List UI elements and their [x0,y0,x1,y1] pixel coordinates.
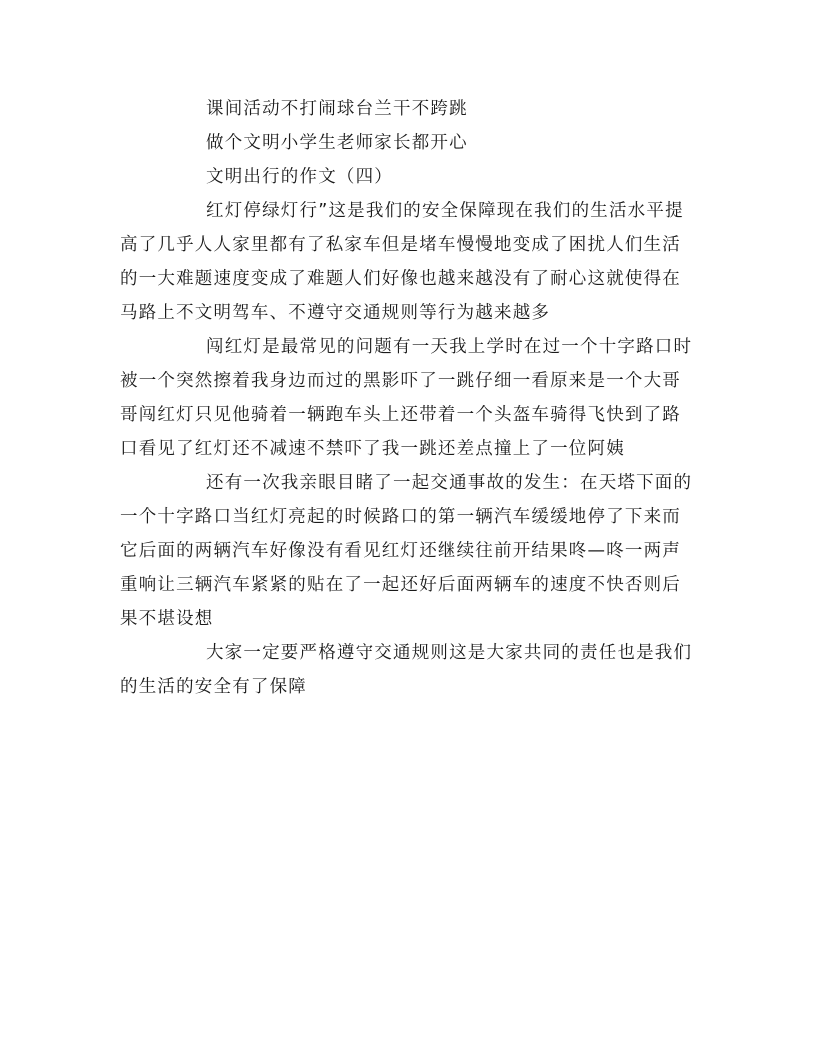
section-heading: 文明出行的作文（四） [206,167,393,187]
paragraph-2-line: 闯红灯是最常见的问题有一天我上学时在过一个十字路口时 [206,337,693,357]
paragraph-3-line: 还有一次我亲眼目睹了一起交通事故的发生：在天塔下面的 [206,473,693,493]
paragraph-3-line: 它后面的两辆汽车好像没有看见红灯还继续往前开结果咚—咚一两声 [120,541,681,561]
paragraph-4-line: 大家一定要严格遵守交通规则这是大家共同的责任也是我们 [206,643,693,663]
paragraph-1-line: 红灯停绿灯行”这是我们的安全保障现在我们的生活水平提 [206,201,684,221]
text-line: 做个文明小学生老师家长都开心 [206,133,468,153]
text-line: 课间活动不打闹球台兰干不跨跳 [206,99,468,119]
paragraph-2-line: 口看见了红灯还不减速不禁吓了我一跳还差点撞上了一位阿姨 [120,439,625,459]
body-text [120,92,700,704]
paragraph-3-line: 果不堪设想 [120,609,214,629]
paragraph-1-line: 高了几乎人人家里都有了私家车但是堵车慢慢地变成了困扰人们生活 [120,235,681,255]
paragraph-1-line: 的一大难题速度变成了难题人们好像也越来越没有了耐心这就使得在 [120,269,681,289]
paragraph-4-line: 的生活的安全有了保障 [120,677,307,697]
paragraph-3-line: 一个十字路口当红灯亮起的时候路口的第一辆汽车缓缓地停了下来而 [120,507,681,527]
paragraph-1-line: 马路上不文明驾车、不遵守交通规则等行为越来越多 [120,303,551,323]
paragraph-2-line: 哥闯红灯只见他骑着一辆跑车头上还带着一个头盔车骑得飞快到了路 [120,405,681,425]
paragraph-2-line: 被一个突然擦着我身边而过的黑影吓了一跳仔细一看原来是一个大哥 [120,371,681,391]
paragraph-3-line: 重响让三辆汽车紧紧的贴在了一起还好后面两辆车的速度不快否则后 [120,575,681,595]
